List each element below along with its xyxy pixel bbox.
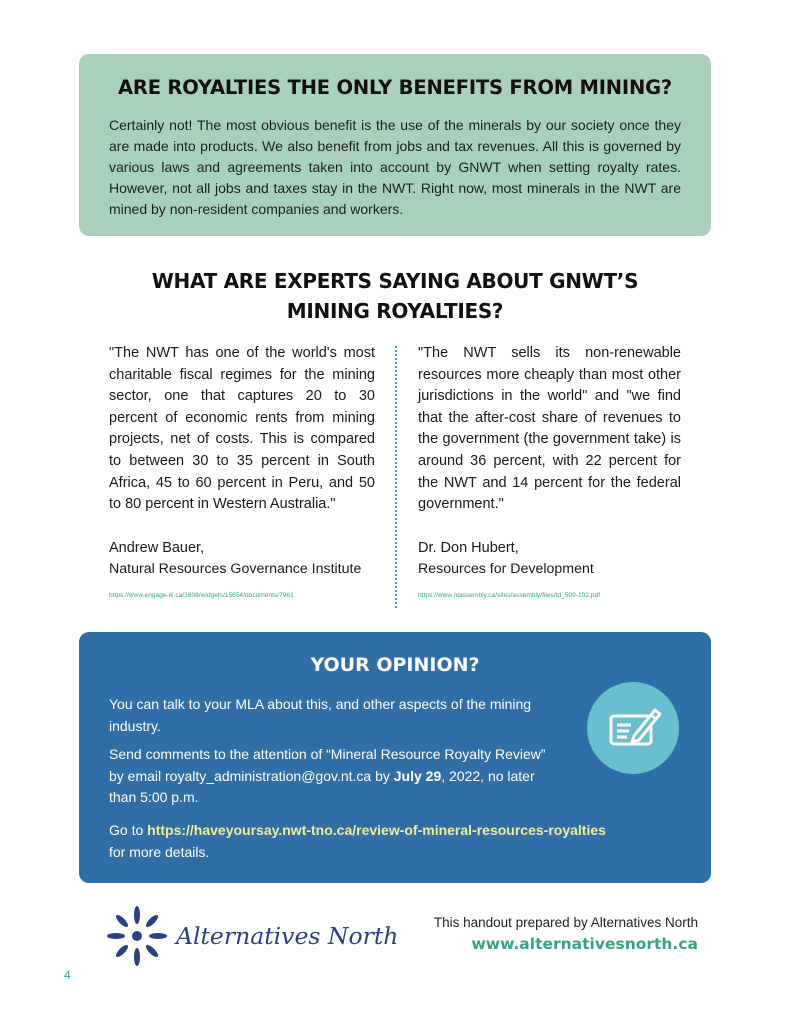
opinion-box (79, 632, 711, 883)
quote-text: "The NWT sells its non-renewable resources more cheaply than most other jurisdictions in the world" and "we find that the after-cost share of revenues to the government (the government take) is around 36 percent, with 22 percent for the NWT and 14 percent for the federal government." (418, 345, 681, 513)
experts-title-line1: WHAT ARE EXPERTS SAYING ABOUT GNWT’S (151, 269, 639, 293)
haveyoursay-link[interactable]: https://haveyoursay.nwt-tno.ca/review-of-mineral-resources-royalties (147, 822, 606, 838)
opinion-paragraph-comments (109, 744, 557, 809)
quote-source-link[interactable]: https://www.engage-iti.ca/3808/widgets/15654/documents/7981 (109, 591, 294, 599)
expert-quote-right (418, 343, 681, 607)
footer-credit: This handout prepared by Alternatives North (433, 915, 698, 930)
logo-text: Alternatives North (176, 922, 399, 950)
document-edit-icon (587, 682, 679, 774)
royalties-title: ARE ROYALTIES THE ONLY BENEFITS FROM MINING? (117, 76, 672, 99)
opinion-title: YOUR OPINION? (310, 654, 480, 676)
comments-text: Send comments to the attention of “Mineral Resource Royalty Review” by email royalty_administration@gov.nt.ca by (109, 746, 546, 784)
expert-quote-left (109, 343, 375, 607)
footer-website-link[interactable]: www.alternativesnorth.ca (471, 935, 698, 953)
quote-text: "The NWT has one of the world's most charitable fiscal regimes for the mining sector, one that captures 20 to 30 percent of economic rents from mining projects, net of costs. This is compared to between 30 to 35 percent in South Africa, 45 to 60 percent in Peru, and 50 to 80 percent in Western Australia." (109, 345, 375, 513)
comments-text-end: , 2022, no later than 5:00 p.m. (109, 767, 535, 805)
opinion-paragraph-mla: You can talk to your MLA about this, and other aspects of the mining industry. (109, 696, 532, 734)
deadline-date: July 29 (393, 767, 442, 784)
experts-title (100, 266, 690, 326)
royalties-box (79, 54, 711, 236)
page-number: 4 (64, 968, 71, 982)
quote-author: Dr. Don Hubert, (418, 539, 519, 556)
quote-organization: Resources for Development (418, 561, 594, 578)
quote-organization: Natural Resources Governance Institute (109, 561, 362, 578)
column-divider (395, 346, 397, 608)
experts-title-line2: MINING ROYALTIES? (286, 299, 504, 323)
royalties-body: Certainly not! The most obvious benefit is the use of the minerals by our society once they are made into products. We also benefit from jobs and tax revenues. All this is governed by various laws and agreements taken into account by GNWT when setting royalty rates. However, not all jobs and taxes stay in the NWT. Right now, most minerals in the NWT are mined by non-resident companies and workers. (109, 117, 681, 217)
details-text: for more details. (109, 843, 210, 860)
snowflake-icon (104, 905, 174, 967)
go-to-text: Go to (109, 822, 148, 838)
quote-author: Andrew Bauer, (109, 539, 205, 556)
quote-source-link[interactable]: https://www.ntassembly.ca/sites/assembly/files/td_509-192.pdf (418, 591, 601, 599)
opinion-paragraph-link (109, 820, 689, 863)
